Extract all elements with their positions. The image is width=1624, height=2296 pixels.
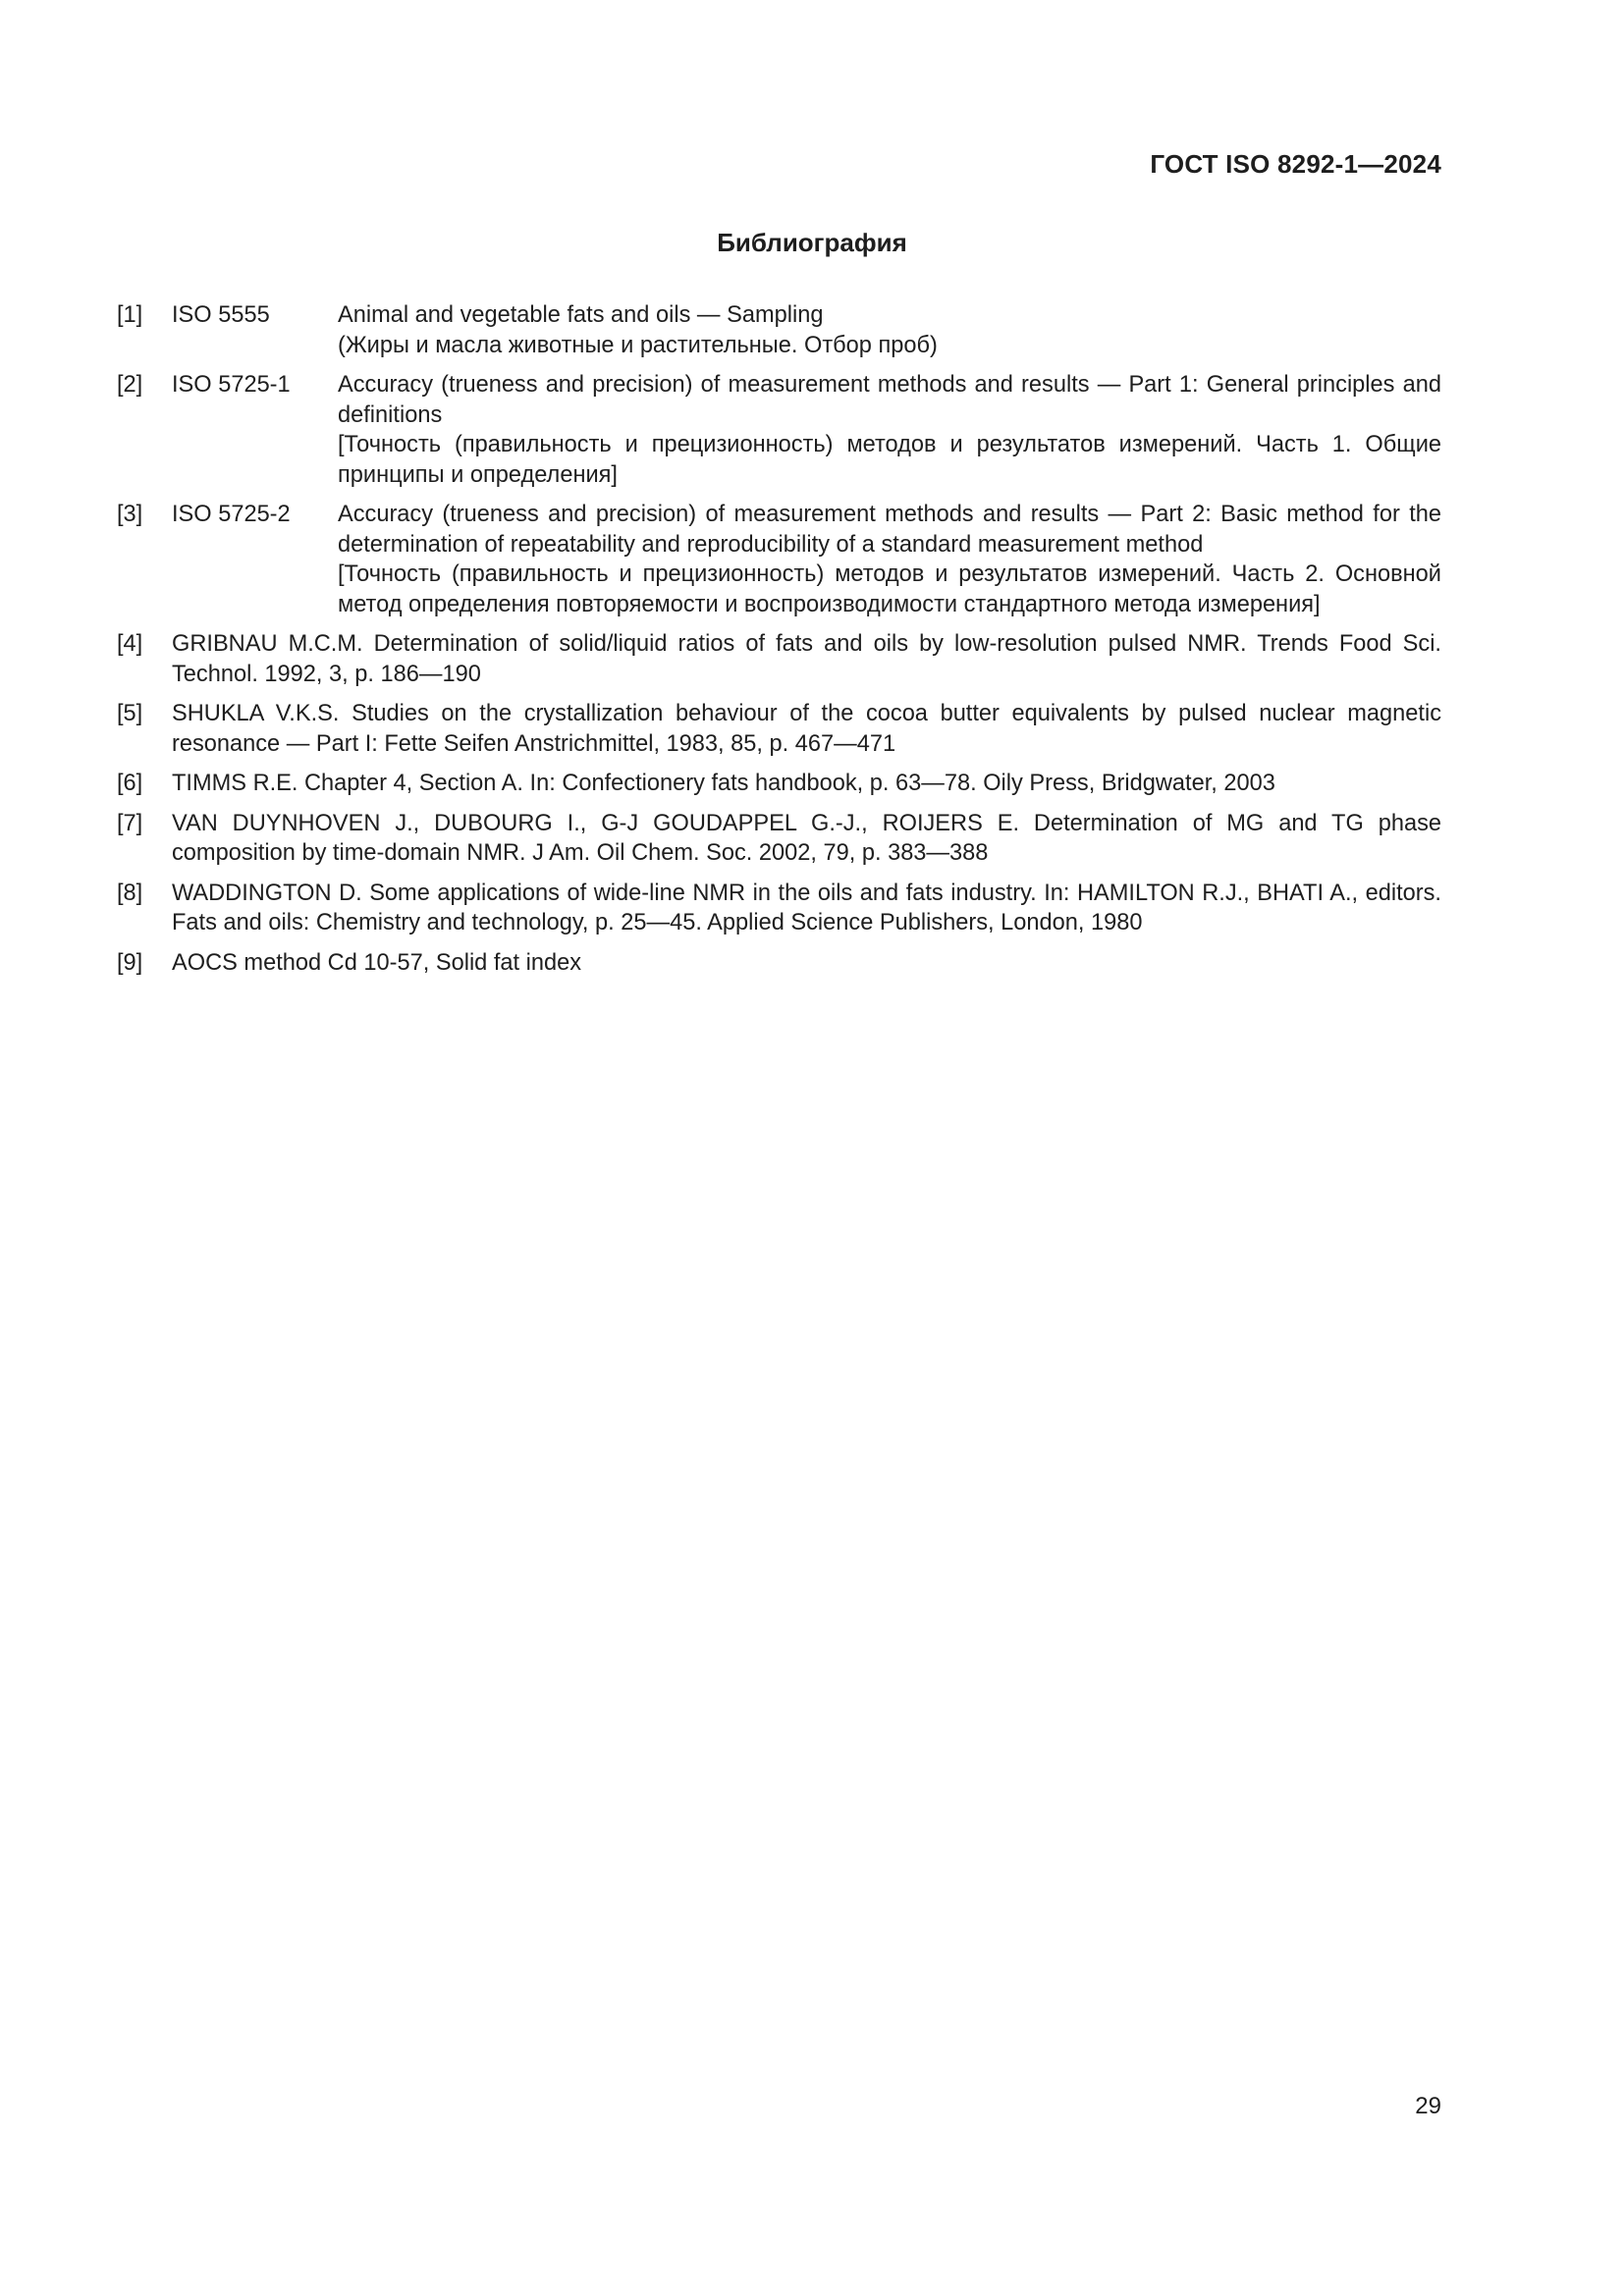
reference-title-en: Animal and vegetable fats and oils — Sampling xyxy=(338,302,824,328)
reference-text: AOCS method Cd 10-57, Solid fat index xyxy=(172,949,582,976)
reference-item xyxy=(117,629,1441,689)
reference-item xyxy=(117,370,1441,490)
reference-text: WADDINGTON D. Some applications of wide-line NMR in the oils and fats industry. In: HAMILTON R.J., BHATI A., editors. Fats and oils: Chemistry and technology, p. 25—45. Applied Science Publishers, London, 1980 xyxy=(172,880,1441,935)
reference-item xyxy=(117,500,1441,619)
reference-text: VAN DUYNHOVEN J., DUBOURG I., G-J GOUDAPPEL G.-J., ROIJERS E. Determination of MG and TG phase composition by time-domain NMR. J Am. Oil Chem. Soc. 2002, 79, p. 383—388 xyxy=(172,810,1441,866)
reference-standard-code: ISO 5555 xyxy=(172,302,270,328)
reference-text: TIMMS R.E. Chapter 4, Section A. In: Confectionery fats handbook, p. 63—78. Oily Press, Bridgwater, 2003 xyxy=(172,771,1275,796)
reference-title-en: Accuracy (trueness and precision) of measurement methods and results — Part 2: Basic method for the determination of repeatability and reproducibility of a standard measurement method xyxy=(338,502,1441,558)
reference-number: [8] xyxy=(117,880,143,906)
bibliography-title: Библиография xyxy=(717,228,907,257)
reference-standard-code: ISO 5725-1 xyxy=(172,372,291,398)
reference-number: [1] xyxy=(117,302,143,328)
reference-number: [9] xyxy=(117,949,143,976)
reference-item xyxy=(117,879,1441,938)
reference-item xyxy=(117,948,1441,979)
reference-body xyxy=(338,500,1441,619)
reference-item xyxy=(117,809,1441,869)
reference-number: [5] xyxy=(117,701,143,726)
reference-title-ru: [Точность (правильность и прецизионность) методов и результатов измерений. Часть 1. Общие принципы и определения] xyxy=(338,432,1441,488)
reference-number: [6] xyxy=(117,771,143,796)
reference-number: [4] xyxy=(117,631,143,657)
reference-number: [2] xyxy=(117,372,143,398)
reference-body xyxy=(338,370,1441,490)
reference-body xyxy=(338,300,1441,360)
reference-number: [7] xyxy=(117,810,143,836)
reference-item xyxy=(117,769,1441,799)
document-code-header: ГОСТ ISO 8292-1—2024 xyxy=(1150,149,1441,179)
reference-text: GRIBNAU M.C.M. Determination of solid/liquid ratios of fats and oils by low-resolution pulsed NMR. Trends Food Sci. Technol. 1992, 3, p. 186—190 xyxy=(172,631,1441,687)
reference-text: SHUKLA V.K.S. Studies on the crystallization behaviour of the cocoa butter equivalents by pulsed nuclear magnetic resonance — Part I: Fette Seifen Anstrichmittel, 1983, 85, p. 467—471 xyxy=(172,701,1441,757)
page-number: 29 xyxy=(1415,2093,1441,2119)
reference-number: [3] xyxy=(117,502,143,527)
reference-list xyxy=(117,300,1441,988)
reference-title-ru: (Жиры и масла животные и растительные. Отбор проб) xyxy=(338,332,938,358)
reference-title-ru: [Точность (правильность и прецизионность) методов и результатов измерений. Часть 2. Основной метод определения повторяемости и воспроизводимости стандартного метода измерения] xyxy=(338,561,1441,617)
reference-title-en: Accuracy (trueness and precision) of measurement methods and results — Part 1: General principles and definitions xyxy=(338,372,1441,428)
reference-standard-code: ISO 5725-2 xyxy=(172,502,291,527)
reference-item xyxy=(117,699,1441,759)
reference-item xyxy=(117,300,1441,360)
